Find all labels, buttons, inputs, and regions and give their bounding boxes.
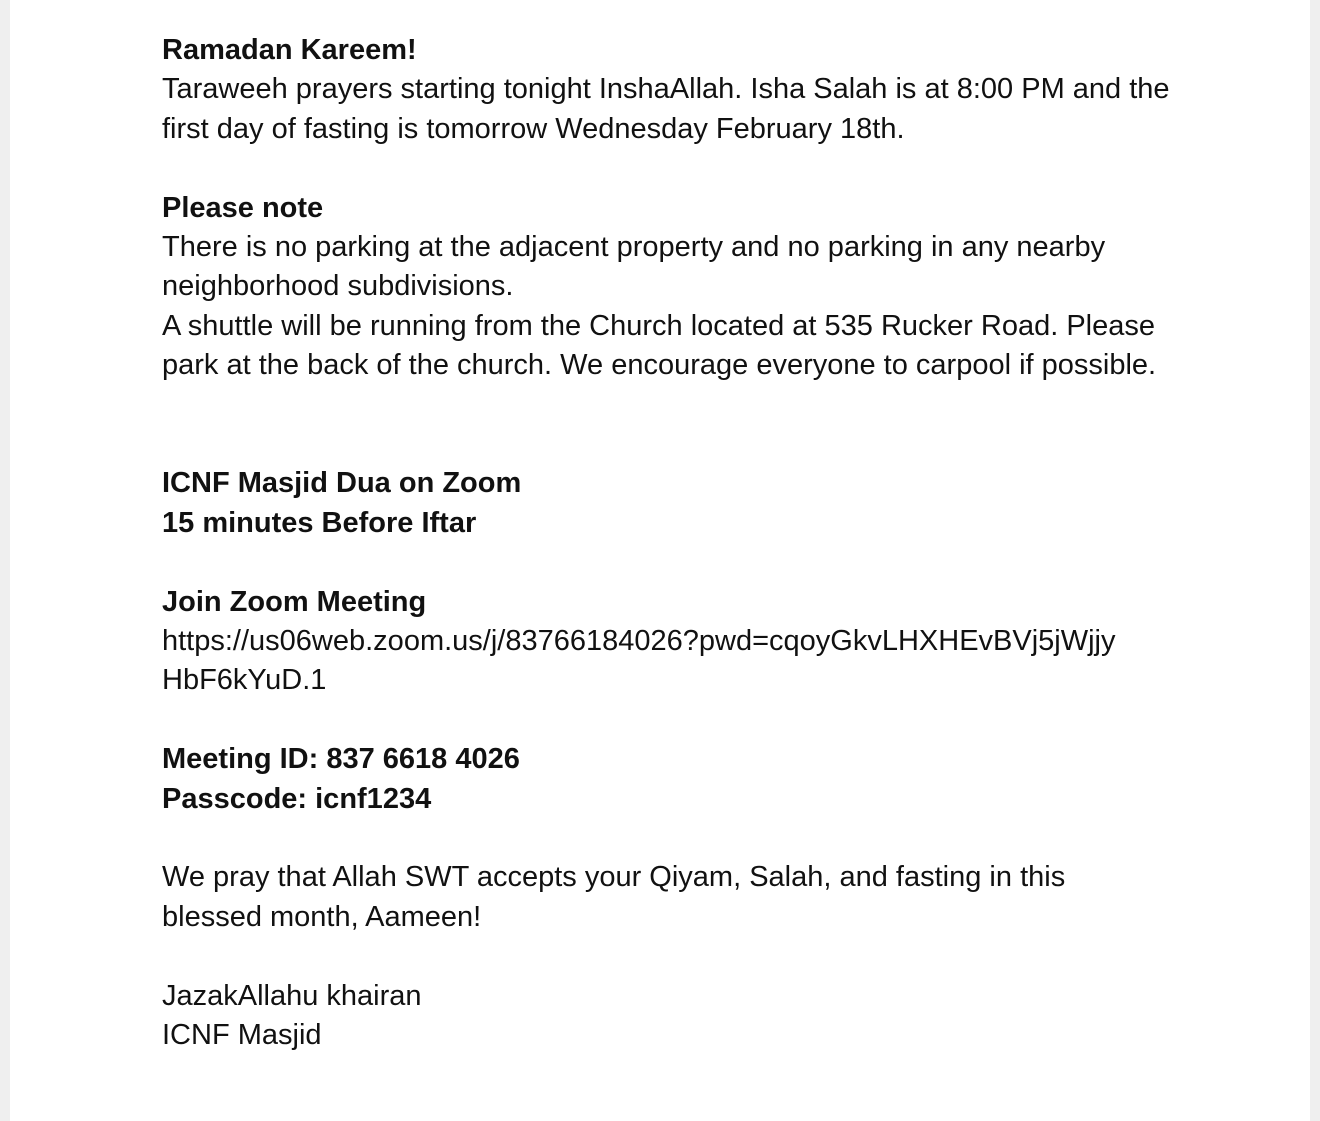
parking-paragraph: There is no parking at the adjacent property and no parking in any nearby neighborhood subdivisions. [162,231,1106,303]
email-page [10,0,1310,1121]
meeting-id: Meeting ID: 837 6618 4026 [162,743,520,776]
join-zoom-heading: Join Zoom Meeting [162,585,427,618]
sender-name: ICNF Masjid [162,1019,322,1052]
prayer-paragraph: We pray that Allah SWT accepts your Qiyam, Salah, and fasting in this blessed month, Aameen! [162,861,1066,933]
zoom-link[interactable] [162,622,1172,701]
greeting-heading: Ramadan Kareem! [162,34,417,66]
shuttle-paragraph: A shuttle will be running from the Church located at 535 Rucker Road. Please park at the back of the church. We encourage everyone to carpool if possible. [162,309,1157,382]
email-body [162,31,1172,1055]
zoom-link-line1[interactable]: https://us06web.zoom.us/j/83766184026?pwd=cqoyGkvLHXHEvBVj5jWjjy [162,625,1116,658]
passcode: Passcode: icnf1234 [162,782,432,815]
dua-time: 15 minutes Before Iftar [162,506,477,539]
taraweeh-paragraph: Taraweeh prayers starting tonight InshaAllah. Isha Salah is at 8:00 PM and the first day of fasting is tomorrow Wednesday February 18th. [162,73,1170,145]
dua-heading: ICNF Masjid Dua on Zoom [162,467,522,500]
signoff: JazakAllahu khairan [162,979,422,1012]
zoom-link-line2[interactable]: HbF6kYuD.1 [162,664,327,697]
note-heading: Please note [162,191,324,224]
